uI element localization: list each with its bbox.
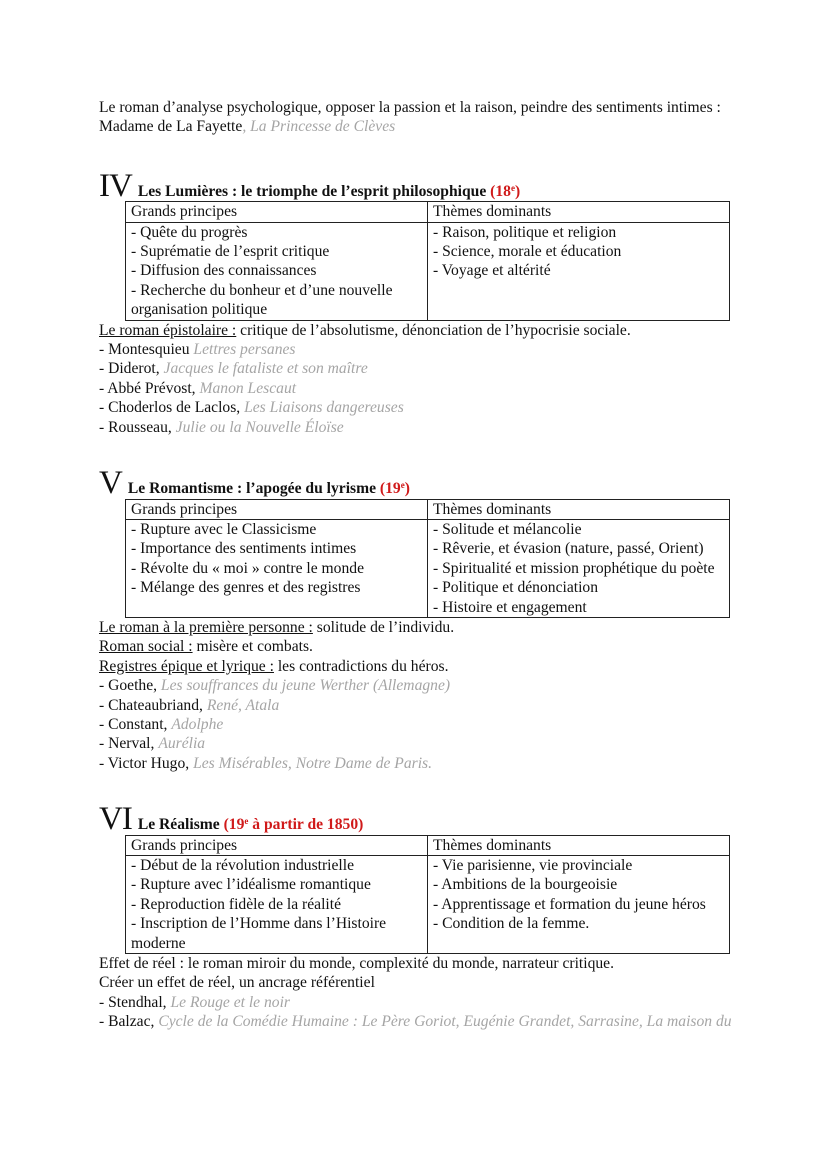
author-name: - Rousseau, (99, 418, 176, 436)
author-name: - Constant, (99, 715, 172, 733)
author-name: - Choderlos de Laclos, (99, 399, 245, 417)
principle-item: - Recherche du bonheur et d’une nouvelle organisation politique (131, 281, 393, 319)
author-work: Les Misérables, Notre Dame de Paris. (193, 754, 433, 772)
section-table (125, 835, 730, 954)
author-line (99, 754, 739, 773)
theme-item: - Vie parisienne, vie provinciale (433, 857, 633, 874)
principles-cell (126, 519, 428, 617)
page-content (99, 98, 739, 1032)
note-label: Le roman épistolaire : (99, 321, 237, 339)
principle-item: - Importance des sentiments intimes (131, 540, 357, 558)
theme-item: - Apprentissage et formation du jeune héros (433, 895, 706, 913)
century-label: (18e) (490, 182, 521, 200)
theme-item: - Ambitions de la bourgeoisie (433, 876, 618, 894)
principle-item: - Rupture avec l’idéalisme romantique (131, 876, 371, 894)
note-text: les contradictions du héros. (273, 657, 449, 675)
author-work: Cycle de la Comédie Humaine : Le Père Goriot, Eugénie Grandet, Sarrasine, La maison du (158, 1013, 732, 1031)
theme-item: - Histoire et engagement (433, 598, 587, 616)
author-work: Les Liaisons dangereuses (244, 399, 404, 417)
section-title: Le Romantisme : l’apogée du lyrisme (127, 480, 377, 498)
section-numeral: V (99, 465, 122, 502)
author-line (99, 379, 739, 398)
principle-item: - Révolte du « moi » contre le monde (131, 559, 364, 577)
author-work: Adolphe (171, 715, 224, 733)
section-heading (99, 167, 739, 204)
theme-item: - Spiritualité et mission prophétique du poète (433, 559, 715, 577)
note-line: Effet de réel : le roman miroir du monde, complexité du monde, narrateur critique. (99, 955, 614, 973)
themes-cell (428, 856, 730, 954)
section-heading (99, 801, 739, 838)
author-work: Les souffrances du jeune Werther (Allemagne) (160, 677, 451, 695)
principle-item: - Début de la révolution industrielle (131, 857, 355, 874)
author-line (99, 1012, 739, 1031)
author-work: Aurélia (158, 735, 206, 753)
author-work: Jacques le fataliste et son maître (163, 360, 368, 378)
section-lumieres (99, 167, 739, 437)
author-work: René, Atala (206, 696, 280, 714)
century-label: (19e à partir de 1850) (223, 816, 364, 834)
principle-item: - Diffusion des connaissances (131, 262, 317, 280)
note-line (99, 321, 739, 340)
section-table (125, 499, 730, 618)
author-work: Lettres persanes (193, 341, 296, 359)
author-work: Le Rouge et le noir (170, 993, 290, 1011)
principle-item: - Rupture avec le Classicisme (131, 520, 317, 538)
section-numeral: VI (99, 801, 132, 838)
note-label: Le roman à la première personne : (99, 618, 313, 636)
themes-cell (428, 519, 730, 617)
principle-item: - Mélange des genres et des registres (131, 579, 361, 597)
theme-item: - Raison, politique et religion (433, 223, 617, 241)
section-title: Les Lumières : le triomphe de l’esprit philosophique (137, 182, 487, 200)
section-realisme (99, 801, 739, 1031)
note-text: critique de l’absolutisme, dénonciation de l’hypocrisie sociale. (236, 321, 631, 339)
intro-paragraph (99, 98, 739, 137)
section-table (125, 201, 730, 320)
principles-cell (126, 222, 428, 320)
note-line: Créer un effet de réel, un ancrage référentiel (99, 974, 375, 992)
col-header-themes: Thèmes dominants (428, 202, 730, 222)
principle-item: - Suprématie de l’esprit critique (131, 243, 330, 261)
author-line (99, 359, 739, 378)
author-name: - Goethe, (99, 677, 161, 695)
author-line (99, 696, 739, 715)
author-name: - Victor Hugo, (99, 754, 194, 772)
author-line (99, 398, 739, 417)
col-header-principles: Grands principes (126, 499, 428, 519)
col-header-themes: Thèmes dominants (428, 835, 730, 855)
section-title: Le Réalisme (137, 816, 220, 834)
author-name: - Nerval, (99, 735, 159, 753)
section-numeral: IV (99, 167, 132, 204)
author-line (99, 418, 739, 437)
author-work: Manon Lescaut (199, 379, 297, 397)
intro-text: Le roman d’analyse psychologique, opposer la passion et la raison, peindre des sentiments intimes : Madame de La Fayette (99, 99, 721, 136)
theme-item: - Condition de la femme. (433, 915, 590, 933)
principle-item: - Quête du progrès (131, 223, 248, 241)
author-line (99, 340, 739, 359)
author-name: - Diderot, (99, 360, 164, 378)
author-line (99, 715, 739, 734)
col-header-themes: Thèmes dominants (428, 499, 730, 519)
theme-item: - Science, morale et éducation (433, 243, 622, 261)
principles-cell (126, 856, 428, 954)
author-line (99, 993, 739, 1012)
col-header-principles: Grands principes (126, 202, 428, 222)
note-text: misère et combats. (192, 638, 313, 656)
author-name: - Stendhal, (99, 993, 171, 1011)
themes-cell (428, 222, 730, 320)
theme-item: - Solitude et mélancolie (433, 520, 582, 538)
author-line (99, 676, 739, 695)
principle-item: - Inscription de l’Homme dans l’Histoire moderne (131, 915, 387, 952)
col-header-principles: Grands principes (126, 835, 428, 855)
intro-sep: , (242, 118, 251, 136)
theme-item: - Rêverie, et évasion (nature, passé, Orient) (433, 540, 704, 558)
intro-work: La Princesse de Clèves (250, 118, 396, 136)
theme-item: - Voyage et altérité (433, 262, 551, 280)
note-text: solitude de l’individu. (312, 618, 455, 636)
author-name: - Montesquieu (99, 341, 194, 359)
section-heading (99, 465, 739, 502)
century-label: (19e) (379, 480, 410, 498)
author-name: - Abbé Prévost, (99, 379, 200, 397)
section-romantisme (99, 465, 739, 773)
note-line (99, 637, 739, 656)
note-label: Registres épique et lyrique : (99, 657, 274, 675)
principle-item: - Reproduction fidèle de la réalité (131, 895, 341, 913)
author-work: Julie ou la Nouvelle Éloïse (175, 418, 344, 436)
note-line (99, 618, 739, 637)
note-line (99, 657, 739, 676)
note-label: Roman social : (99, 638, 193, 656)
author-name: - Balzac, (99, 1013, 159, 1031)
author-name: - Chateaubriand, (99, 696, 207, 714)
author-line (99, 734, 739, 753)
theme-item: - Politique et dénonciation (433, 579, 598, 597)
